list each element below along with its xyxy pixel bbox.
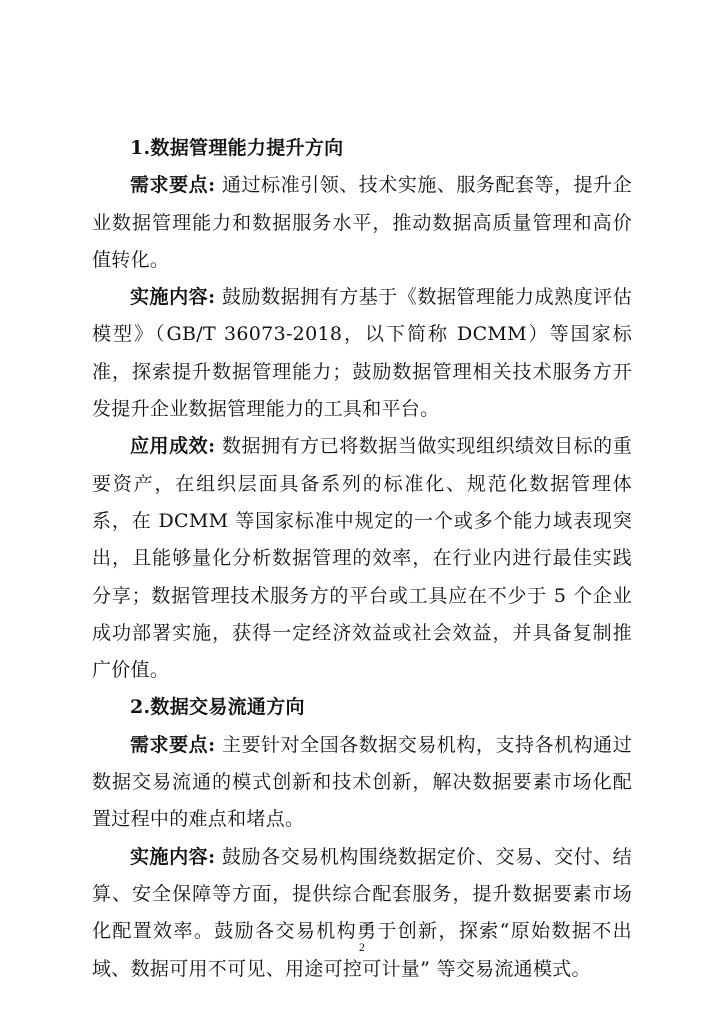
section2-implementation-paragraph bbox=[92, 839, 632, 988]
section1-outcome-text: 数据拥有方已将数据当做实现组织绩效目标的重要资产，在组织层面具备系列的标准化、规范化数据管理体系，在 DCMM 等国家标准中规定的一个或多个能力域表现突出，且能够量化分析数据管理的效率，在行业内进行最佳实践分享；数据管理技术服务方的平台或工具应在不少于 5 个企业成功部署实施，获得一定经济效益或社会效益，并具备复制推广价值。 bbox=[92, 435, 633, 682]
section2-implementation-text: 鼓励各交易机构围绕数据定价、交易、交付、结算、安全保障等方面，提供综合配套服务，提升数据要素市场化配置效率。鼓励各交易机构勇于创新，探索“原始数据不出域、数据可用不可见、用途可控可计量” 等交易流通模式。 bbox=[92, 845, 633, 980]
section1-outcome-paragraph bbox=[92, 428, 632, 689]
section1-demand-label: 需求要点: bbox=[130, 174, 216, 197]
section1-demand-text: 通过标准引领、技术实施、服务配套等，提升企业数据管理能力和数据服务水平，推动数据高质量管理和高价值转化。 bbox=[92, 174, 633, 271]
section1-implementation-label: 实施内容: bbox=[130, 286, 216, 309]
section2-demand-text: 主要针对全国各数据交易机构，支持各机构通过数据交易流通的模式创新和技术创新，解决数据要素市场化配置过程中的难点和堵点。 bbox=[92, 733, 633, 831]
section1-outcome-label: 应用成效: bbox=[130, 435, 216, 458]
page-number: 2 bbox=[359, 940, 365, 954]
section2-demand-paragraph bbox=[92, 727, 632, 839]
section2-implementation-label: 实施内容: bbox=[130, 845, 216, 868]
section1-heading: 1.数据管理能力提升方向 bbox=[130, 137, 344, 159]
section2-demand-label: 需求要点: bbox=[130, 733, 216, 756]
section1-implementation-paragraph bbox=[92, 279, 632, 428]
section1-implementation-text: 鼓励数据拥有方基于《数据管理能力成熟度评估模型》（GB/T 36073-2018，以下简称 DCMM）等国家标准，探索提升数据管理能力；鼓励数据管理相关技术服务方开发提升企业数据管理能力的工具和平台。 bbox=[92, 286, 633, 421]
section1-demand-paragraph bbox=[92, 167, 632, 279]
document-body bbox=[92, 130, 632, 988]
section2-heading: 2.数据交易流通方向 bbox=[130, 696, 305, 719]
